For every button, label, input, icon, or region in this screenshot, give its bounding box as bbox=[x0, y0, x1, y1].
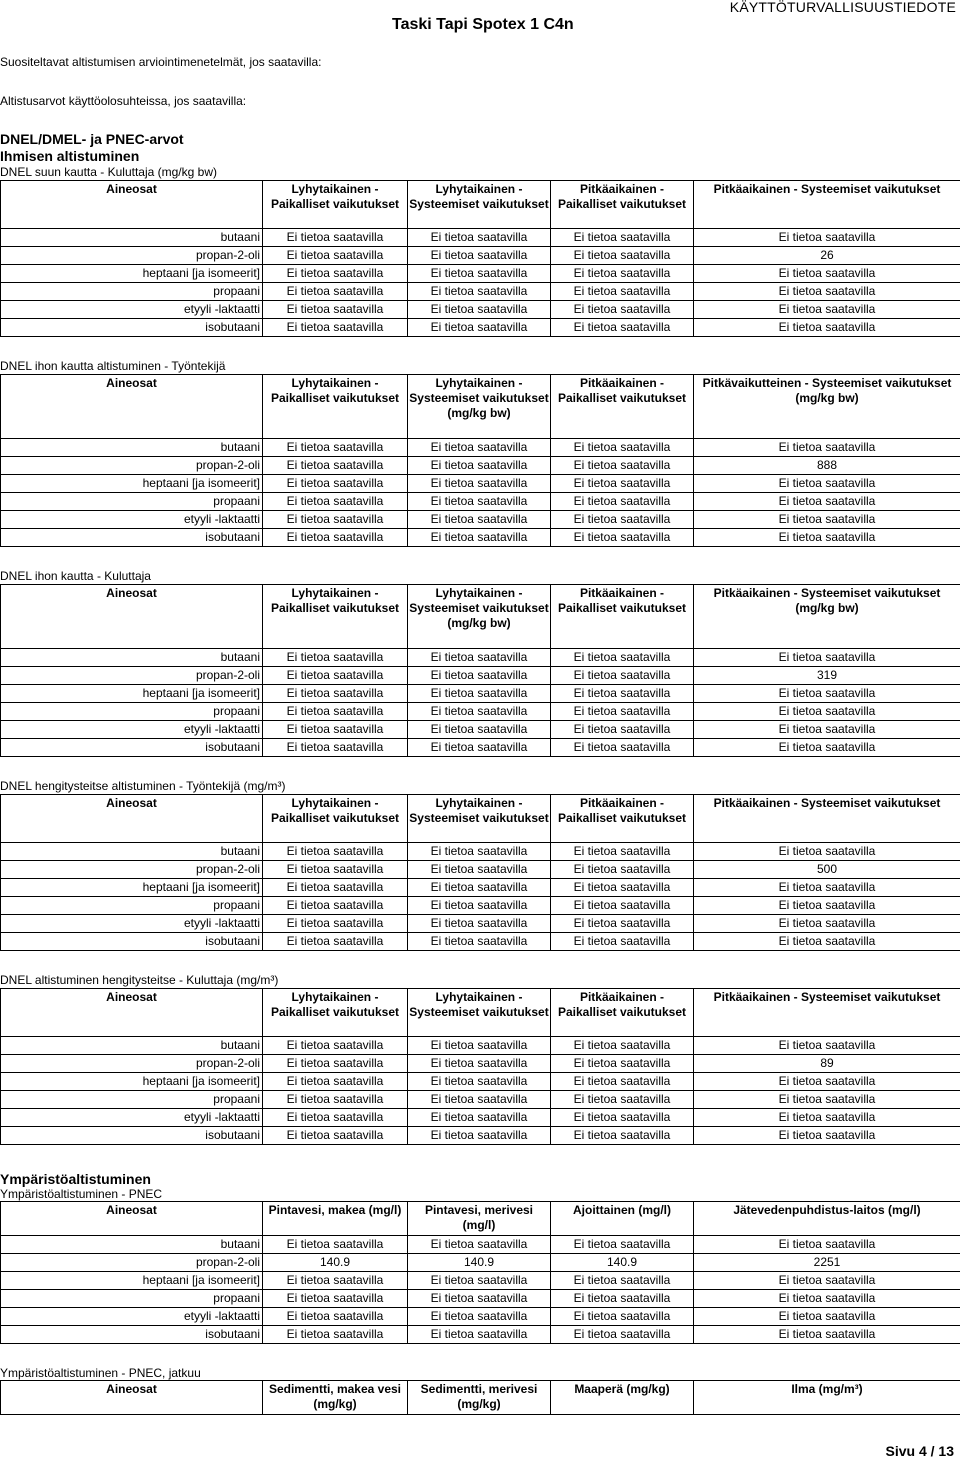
column-header-1: Lyhytaikainen - Paikalliset vaikutukset bbox=[263, 795, 408, 843]
value-cell: Ei tietoa saatavilla bbox=[408, 247, 551, 265]
value-cell: Ei tietoa saatavilla bbox=[263, 301, 408, 319]
column-header-2: Sedimentti, merivesi (mg/kg) bbox=[408, 1381, 551, 1415]
value-cell: Ei tietoa saatavilla bbox=[408, 843, 551, 861]
substance-name-cell: isobutaani bbox=[1, 529, 263, 547]
value-cell: Ei tietoa saatavilla bbox=[694, 1127, 960, 1145]
table-row bbox=[1, 1290, 960, 1308]
value-cell: Ei tietoa saatavilla bbox=[551, 933, 694, 951]
table-row bbox=[1, 493, 960, 511]
value-cell: Ei tietoa saatavilla bbox=[694, 439, 960, 457]
column-header-3: Pitkäaikainen - Paikalliset vaikutukset bbox=[551, 795, 694, 843]
substance-name-cell: isobutaani bbox=[1, 1326, 263, 1344]
substance-name-cell: butaani bbox=[1, 1037, 263, 1055]
dnel-table-caption: DNEL ihon kautta - Kuluttaja bbox=[0, 569, 151, 583]
value-cell: 319 bbox=[694, 667, 960, 685]
column-header-2: Lyhytaikainen - Systeemiset vaikutukset bbox=[408, 989, 551, 1037]
value-cell: Ei tietoa saatavilla bbox=[551, 667, 694, 685]
table-row bbox=[1, 1254, 960, 1272]
value-cell: Ei tietoa saatavilla bbox=[694, 897, 960, 915]
value-cell: Ei tietoa saatavilla bbox=[551, 1308, 694, 1326]
substance-name-cell: heptaani [ja isomeerit] bbox=[1, 1073, 263, 1091]
value-cell: Ei tietoa saatavilla bbox=[551, 843, 694, 861]
table-row bbox=[1, 915, 960, 933]
dnel-table bbox=[0, 794, 960, 951]
value-cell: Ei tietoa saatavilla bbox=[408, 933, 551, 951]
column-header-4: Ilma (mg/m³) bbox=[694, 1381, 960, 1415]
value-cell: Ei tietoa saatavilla bbox=[551, 1272, 694, 1290]
column-header-3: Ajoittainen (mg/l) bbox=[551, 1202, 694, 1236]
column-header-4: Pitkäaikainen - Systeemiset vaikutukset bbox=[694, 989, 960, 1037]
table-row bbox=[1, 283, 960, 301]
substance-name-cell: heptaani [ja isomeerit] bbox=[1, 475, 263, 493]
substance-name-cell: isobutaani bbox=[1, 933, 263, 951]
substance-name-cell: heptaani [ja isomeerit] bbox=[1, 265, 263, 283]
substance-name-cell: etyyli -laktaatti bbox=[1, 301, 263, 319]
value-cell: 140.9 bbox=[408, 1254, 551, 1272]
table-row bbox=[1, 933, 960, 951]
value-cell: Ei tietoa saatavilla bbox=[551, 529, 694, 547]
value-cell: Ei tietoa saatavilla bbox=[408, 439, 551, 457]
value-cell: 500 bbox=[694, 861, 960, 879]
value-cell: Ei tietoa saatavilla bbox=[408, 685, 551, 703]
value-cell: Ei tietoa saatavilla bbox=[408, 1055, 551, 1073]
value-cell: Ei tietoa saatavilla bbox=[263, 457, 408, 475]
value-cell: Ei tietoa saatavilla bbox=[694, 1308, 960, 1326]
value-cell: Ei tietoa saatavilla bbox=[551, 703, 694, 721]
substance-name-cell: propan-2-oli bbox=[1, 1055, 263, 1073]
value-cell: Ei tietoa saatavilla bbox=[263, 721, 408, 739]
substance-name-cell: butaani bbox=[1, 1236, 263, 1254]
intro-line-1: Suositeltavat altistumisen arviointimenetelmät, jos saatavilla: bbox=[0, 55, 322, 69]
table-row bbox=[1, 1272, 960, 1290]
column-header-substance: Aineosat bbox=[1, 375, 263, 439]
column-header-3: Pitkäaikainen - Paikalliset vaikutukset bbox=[551, 181, 694, 229]
value-cell: Ei tietoa saatavilla bbox=[263, 1073, 408, 1091]
column-header-1: Lyhytaikainen - Paikalliset vaikutukset bbox=[263, 181, 408, 229]
value-cell: Ei tietoa saatavilla bbox=[551, 265, 694, 283]
column-header-1: Pintavesi, makea (mg/l) bbox=[263, 1202, 408, 1236]
value-cell: Ei tietoa saatavilla bbox=[263, 667, 408, 685]
substance-name-cell: propan-2-oli bbox=[1, 667, 263, 685]
value-cell: Ei tietoa saatavilla bbox=[551, 1109, 694, 1127]
value-cell: Ei tietoa saatavilla bbox=[551, 319, 694, 337]
value-cell: Ei tietoa saatavilla bbox=[694, 493, 960, 511]
value-cell: Ei tietoa saatavilla bbox=[694, 229, 960, 247]
column-header-2: Pintavesi, merivesi (mg/l) bbox=[408, 1202, 551, 1236]
value-cell: Ei tietoa saatavilla bbox=[551, 1073, 694, 1091]
column-header-4: Pitkävaikutteinen - Systeemiset vaikutukset (mg/kg bw) bbox=[694, 375, 960, 439]
column-header-1: Lyhytaikainen - Paikalliset vaikutukset bbox=[263, 375, 408, 439]
substance-name-cell: propaani bbox=[1, 897, 263, 915]
value-cell: Ei tietoa saatavilla bbox=[551, 739, 694, 757]
value-cell: Ei tietoa saatavilla bbox=[694, 319, 960, 337]
pnec2-table bbox=[0, 1380, 960, 1415]
column-header-3: Maaperä (mg/kg) bbox=[551, 1381, 694, 1415]
table-row bbox=[1, 1073, 960, 1091]
table-row bbox=[1, 457, 960, 475]
value-cell: Ei tietoa saatavilla bbox=[263, 1308, 408, 1326]
column-header-1: Lyhytaikainen - Paikalliset vaikutukset bbox=[263, 585, 408, 649]
value-cell: Ei tietoa saatavilla bbox=[263, 439, 408, 457]
pnec-table bbox=[0, 1201, 960, 1344]
section-heading-human-exposure: Ihmisen altistuminen bbox=[0, 148, 140, 164]
value-cell: Ei tietoa saatavilla bbox=[551, 879, 694, 897]
value-cell: Ei tietoa saatavilla bbox=[263, 879, 408, 897]
table-row bbox=[1, 475, 960, 493]
value-cell: Ei tietoa saatavilla bbox=[263, 685, 408, 703]
dnel-table-caption: DNEL ihon kautta altistuminen - Työntekijä bbox=[0, 359, 226, 373]
value-cell: Ei tietoa saatavilla bbox=[263, 861, 408, 879]
table-row bbox=[1, 843, 960, 861]
substance-name-cell: propan-2-oli bbox=[1, 247, 263, 265]
dnel-table bbox=[0, 988, 960, 1145]
substance-name-cell: propaani bbox=[1, 283, 263, 301]
value-cell: 140.9 bbox=[263, 1254, 408, 1272]
column-header-1: Sedimentti, makea vesi (mg/kg) bbox=[263, 1381, 408, 1415]
value-cell: Ei tietoa saatavilla bbox=[694, 933, 960, 951]
value-cell: Ei tietoa saatavilla bbox=[263, 1055, 408, 1073]
table-row bbox=[1, 861, 960, 879]
value-cell: Ei tietoa saatavilla bbox=[408, 915, 551, 933]
table-row bbox=[1, 739, 960, 757]
value-cell: Ei tietoa saatavilla bbox=[408, 1073, 551, 1091]
value-cell: Ei tietoa saatavilla bbox=[263, 493, 408, 511]
column-header-3: Pitkäaikainen - Paikalliset vaikutukset bbox=[551, 585, 694, 649]
value-cell: Ei tietoa saatavilla bbox=[408, 283, 551, 301]
value-cell: Ei tietoa saatavilla bbox=[551, 861, 694, 879]
value-cell: Ei tietoa saatavilla bbox=[551, 897, 694, 915]
table-row bbox=[1, 649, 960, 667]
value-cell: Ei tietoa saatavilla bbox=[551, 283, 694, 301]
column-header-1: Lyhytaikainen - Paikalliset vaikutukset bbox=[263, 989, 408, 1037]
value-cell: 888 bbox=[694, 457, 960, 475]
pnec2-caption: Ympäristöaltistuminen - PNEC, jatkuu bbox=[0, 1366, 201, 1380]
value-cell: Ei tietoa saatavilla bbox=[694, 703, 960, 721]
value-cell: Ei tietoa saatavilla bbox=[408, 457, 551, 475]
table-row bbox=[1, 439, 960, 457]
table-row bbox=[1, 247, 960, 265]
value-cell: Ei tietoa saatavilla bbox=[694, 843, 960, 861]
value-cell: Ei tietoa saatavilla bbox=[408, 649, 551, 667]
substance-name-cell: heptaani [ja isomeerit] bbox=[1, 879, 263, 897]
substance-name-cell: butaani bbox=[1, 843, 263, 861]
table-row bbox=[1, 265, 960, 283]
column-header-substance: Aineosat bbox=[1, 585, 263, 649]
value-cell: Ei tietoa saatavilla bbox=[694, 1109, 960, 1127]
product-title: Taski Tapi Spotex 1 C4n bbox=[392, 16, 574, 33]
table-row bbox=[1, 1055, 960, 1073]
value-cell: Ei tietoa saatavilla bbox=[263, 915, 408, 933]
value-cell: Ei tietoa saatavilla bbox=[263, 511, 408, 529]
table-row bbox=[1, 1326, 960, 1344]
value-cell: Ei tietoa saatavilla bbox=[408, 1091, 551, 1109]
value-cell: Ei tietoa saatavilla bbox=[551, 247, 694, 265]
substance-name-cell: etyyli -laktaatti bbox=[1, 511, 263, 529]
value-cell: Ei tietoa saatavilla bbox=[263, 319, 408, 337]
value-cell: Ei tietoa saatavilla bbox=[408, 475, 551, 493]
column-header-2: Lyhytaikainen - Systeemiset vaikutukset bbox=[408, 181, 551, 229]
substance-name-cell: isobutaani bbox=[1, 1127, 263, 1145]
value-cell: Ei tietoa saatavilla bbox=[263, 1037, 408, 1055]
value-cell: Ei tietoa saatavilla bbox=[551, 493, 694, 511]
value-cell: Ei tietoa saatavilla bbox=[551, 1055, 694, 1073]
value-cell: Ei tietoa saatavilla bbox=[263, 649, 408, 667]
table-row bbox=[1, 1236, 960, 1254]
value-cell: Ei tietoa saatavilla bbox=[263, 1236, 408, 1254]
value-cell: Ei tietoa saatavilla bbox=[263, 283, 408, 301]
substance-name-cell: propaani bbox=[1, 1091, 263, 1109]
value-cell: Ei tietoa saatavilla bbox=[694, 301, 960, 319]
value-cell: Ei tietoa saatavilla bbox=[551, 721, 694, 739]
value-cell: Ei tietoa saatavilla bbox=[263, 933, 408, 951]
value-cell: Ei tietoa saatavilla bbox=[694, 915, 960, 933]
value-cell: Ei tietoa saatavilla bbox=[263, 475, 408, 493]
value-cell: Ei tietoa saatavilla bbox=[263, 1127, 408, 1145]
value-cell: Ei tietoa saatavilla bbox=[551, 439, 694, 457]
value-cell: Ei tietoa saatavilla bbox=[408, 721, 551, 739]
value-cell: Ei tietoa saatavilla bbox=[694, 475, 960, 493]
column-header-substance: Aineosat bbox=[1, 1381, 263, 1415]
column-header-3: Pitkäaikainen - Paikalliset vaikutukset bbox=[551, 989, 694, 1037]
value-cell: Ei tietoa saatavilla bbox=[694, 1236, 960, 1254]
table-row bbox=[1, 529, 960, 547]
column-header-4: Pitkäaikainen - Systeemiset vaikutukset bbox=[694, 795, 960, 843]
value-cell: 140.9 bbox=[551, 1254, 694, 1272]
value-cell: Ei tietoa saatavilla bbox=[551, 685, 694, 703]
substance-name-cell: butaani bbox=[1, 439, 263, 457]
value-cell: Ei tietoa saatavilla bbox=[551, 1326, 694, 1344]
value-cell: Ei tietoa saatavilla bbox=[263, 1326, 408, 1344]
value-cell: Ei tietoa saatavilla bbox=[694, 721, 960, 739]
value-cell: Ei tietoa saatavilla bbox=[694, 283, 960, 301]
table-row bbox=[1, 511, 960, 529]
column-header-4: Pitkäaikainen - Systeemiset vaikutukset (mg/kg bw) bbox=[694, 585, 960, 649]
dnel-table bbox=[0, 180, 960, 337]
substance-name-cell: propaani bbox=[1, 703, 263, 721]
dnel-table-caption: DNEL suun kautta - Kuluttaja (mg/kg bw) bbox=[0, 165, 217, 179]
value-cell: Ei tietoa saatavilla bbox=[408, 1127, 551, 1145]
substance-name-cell: etyyli -laktaatti bbox=[1, 915, 263, 933]
value-cell: Ei tietoa saatavilla bbox=[408, 861, 551, 879]
substance-name-cell: butaani bbox=[1, 229, 263, 247]
value-cell: Ei tietoa saatavilla bbox=[408, 319, 551, 337]
value-cell: Ei tietoa saatavilla bbox=[263, 1091, 408, 1109]
dnel-table-caption: DNEL hengitysteitse altistuminen - Työntekijä (mg/m³) bbox=[0, 779, 286, 793]
substance-name-cell: propan-2-oli bbox=[1, 457, 263, 475]
value-cell: Ei tietoa saatavilla bbox=[408, 511, 551, 529]
value-cell: Ei tietoa saatavilla bbox=[263, 229, 408, 247]
value-cell: Ei tietoa saatavilla bbox=[263, 265, 408, 283]
value-cell: Ei tietoa saatavilla bbox=[408, 897, 551, 915]
value-cell: Ei tietoa saatavilla bbox=[263, 1290, 408, 1308]
value-cell: Ei tietoa saatavilla bbox=[551, 649, 694, 667]
table-row bbox=[1, 1109, 960, 1127]
value-cell: Ei tietoa saatavilla bbox=[263, 247, 408, 265]
column-header-2: Lyhytaikainen - Systeemiset vaikutukset (mg/kg bw) bbox=[408, 585, 551, 649]
value-cell: Ei tietoa saatavilla bbox=[408, 1308, 551, 1326]
dnel-table bbox=[0, 374, 960, 547]
value-cell: Ei tietoa saatavilla bbox=[551, 229, 694, 247]
value-cell: Ei tietoa saatavilla bbox=[408, 1109, 551, 1127]
value-cell: Ei tietoa saatavilla bbox=[408, 301, 551, 319]
value-cell: Ei tietoa saatavilla bbox=[263, 843, 408, 861]
value-cell: 89 bbox=[694, 1055, 960, 1073]
table-row bbox=[1, 685, 960, 703]
value-cell: Ei tietoa saatavilla bbox=[694, 1326, 960, 1344]
substance-name-cell: propan-2-oli bbox=[1, 1254, 263, 1272]
column-header-substance: Aineosat bbox=[1, 1202, 263, 1236]
value-cell: Ei tietoa saatavilla bbox=[408, 493, 551, 511]
intro-line-2: Altistusarvot käyttöolosuhteissa, jos saatavilla: bbox=[0, 94, 247, 108]
column-header-2: Lyhytaikainen - Systeemiset vaikutukset (mg/kg bw) bbox=[408, 375, 551, 439]
value-cell: Ei tietoa saatavilla bbox=[263, 1109, 408, 1127]
table-row bbox=[1, 1127, 960, 1145]
table-row bbox=[1, 1308, 960, 1326]
column-header-substance: Aineosat bbox=[1, 181, 263, 229]
value-cell: Ei tietoa saatavilla bbox=[694, 685, 960, 703]
value-cell: Ei tietoa saatavilla bbox=[408, 529, 551, 547]
substance-name-cell: etyyli -laktaatti bbox=[1, 1308, 263, 1326]
value-cell: Ei tietoa saatavilla bbox=[408, 879, 551, 897]
value-cell: Ei tietoa saatavilla bbox=[408, 265, 551, 283]
section-heading-environment: Ympäristöaltistuminen bbox=[0, 1171, 151, 1187]
value-cell: Ei tietoa saatavilla bbox=[408, 1272, 551, 1290]
value-cell: Ei tietoa saatavilla bbox=[408, 667, 551, 685]
table-row bbox=[1, 1091, 960, 1109]
substance-name-cell: etyyli -laktaatti bbox=[1, 1109, 263, 1127]
value-cell: Ei tietoa saatavilla bbox=[551, 1290, 694, 1308]
substance-name-cell: butaani bbox=[1, 649, 263, 667]
document-type: KÄYTTÖTURVALLISUUSTIEDOTE bbox=[729, 0, 956, 15]
column-header-substance: Aineosat bbox=[1, 795, 263, 843]
value-cell: Ei tietoa saatavilla bbox=[408, 1236, 551, 1254]
value-cell: Ei tietoa saatavilla bbox=[408, 1037, 551, 1055]
value-cell: Ei tietoa saatavilla bbox=[408, 703, 551, 721]
pnec-caption: Ympäristöaltistuminen - PNEC bbox=[0, 1187, 163, 1201]
table-row bbox=[1, 667, 960, 685]
substance-name-cell: heptaani [ja isomeerit] bbox=[1, 1272, 263, 1290]
value-cell: Ei tietoa saatavilla bbox=[263, 897, 408, 915]
value-cell: Ei tietoa saatavilla bbox=[408, 229, 551, 247]
value-cell: Ei tietoa saatavilla bbox=[551, 1236, 694, 1254]
value-cell: Ei tietoa saatavilla bbox=[551, 1037, 694, 1055]
substance-name-cell: etyyli -laktaatti bbox=[1, 721, 263, 739]
value-cell: Ei tietoa saatavilla bbox=[694, 879, 960, 897]
section-heading-dnel: DNEL/DMEL- ja PNEC-arvot bbox=[0, 131, 184, 147]
value-cell: Ei tietoa saatavilla bbox=[694, 1037, 960, 1055]
dnel-table bbox=[0, 584, 960, 757]
substance-name-cell: propaani bbox=[1, 493, 263, 511]
substance-name-cell: isobutaani bbox=[1, 739, 263, 757]
value-cell: Ei tietoa saatavilla bbox=[694, 529, 960, 547]
substance-name-cell: propan-2-oli bbox=[1, 861, 263, 879]
substance-name-cell: heptaani [ja isomeerit] bbox=[1, 685, 263, 703]
column-header-4: Jätevedenpuhdistus-laitos (mg/l) bbox=[694, 1202, 960, 1236]
value-cell: Ei tietoa saatavilla bbox=[551, 1091, 694, 1109]
value-cell: Ei tietoa saatavilla bbox=[408, 1290, 551, 1308]
value-cell: Ei tietoa saatavilla bbox=[263, 529, 408, 547]
dnel-table-caption: DNEL altistuminen hengitysteitse - Kuluttaja (mg/m³) bbox=[0, 973, 279, 987]
value-cell: Ei tietoa saatavilla bbox=[694, 1073, 960, 1091]
value-cell: Ei tietoa saatavilla bbox=[408, 739, 551, 757]
value-cell: Ei tietoa saatavilla bbox=[694, 739, 960, 757]
value-cell: Ei tietoa saatavilla bbox=[263, 739, 408, 757]
table-row bbox=[1, 879, 960, 897]
table-row bbox=[1, 721, 960, 739]
value-cell: Ei tietoa saatavilla bbox=[694, 1091, 960, 1109]
value-cell: Ei tietoa saatavilla bbox=[551, 301, 694, 319]
value-cell: Ei tietoa saatavilla bbox=[263, 703, 408, 721]
value-cell: 2251 bbox=[694, 1254, 960, 1272]
column-header-2: Lyhytaikainen - Systeemiset vaikutukset bbox=[408, 795, 551, 843]
value-cell: Ei tietoa saatavilla bbox=[551, 457, 694, 475]
table-row bbox=[1, 1037, 960, 1055]
value-cell: Ei tietoa saatavilla bbox=[694, 265, 960, 283]
table-row bbox=[1, 897, 960, 915]
value-cell: Ei tietoa saatavilla bbox=[551, 475, 694, 493]
value-cell: 26 bbox=[694, 247, 960, 265]
column-header-4: Pitkäaikainen - Systeemiset vaikutukset bbox=[694, 181, 960, 229]
value-cell: Ei tietoa saatavilla bbox=[551, 1127, 694, 1145]
value-cell: Ei tietoa saatavilla bbox=[551, 915, 694, 933]
value-cell: Ei tietoa saatavilla bbox=[263, 1272, 408, 1290]
table-row bbox=[1, 319, 960, 337]
value-cell: Ei tietoa saatavilla bbox=[551, 511, 694, 529]
table-row bbox=[1, 301, 960, 319]
column-header-3: Pitkäaikainen - Paikalliset vaikutukset bbox=[551, 375, 694, 439]
value-cell: Ei tietoa saatavilla bbox=[408, 1326, 551, 1344]
value-cell: Ei tietoa saatavilla bbox=[694, 1272, 960, 1290]
table-row bbox=[1, 229, 960, 247]
table-row bbox=[1, 703, 960, 721]
column-header-substance: Aineosat bbox=[1, 989, 263, 1037]
page-number: Sivu 4 / 13 bbox=[885, 1443, 954, 1459]
value-cell: Ei tietoa saatavilla bbox=[694, 649, 960, 667]
value-cell: Ei tietoa saatavilla bbox=[694, 1290, 960, 1308]
value-cell: Ei tietoa saatavilla bbox=[694, 511, 960, 529]
substance-name-cell: isobutaani bbox=[1, 319, 263, 337]
substance-name-cell: propaani bbox=[1, 1290, 263, 1308]
